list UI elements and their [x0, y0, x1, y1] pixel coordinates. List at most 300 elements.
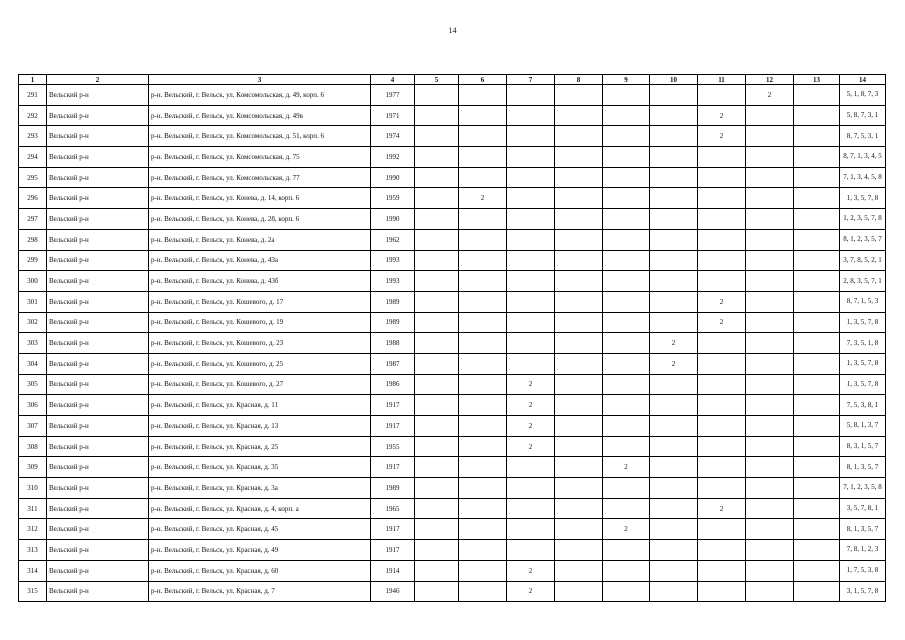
- col11-cell: [698, 540, 746, 561]
- district-cell: Вельский р-н: [47, 333, 149, 354]
- col11-cell: [698, 519, 746, 540]
- col12-cell: [746, 105, 794, 126]
- col13-cell: [794, 416, 840, 437]
- col7-cell: [507, 353, 555, 374]
- row-number: 303: [19, 333, 47, 354]
- col9-cell: [603, 105, 650, 126]
- table-row: [19, 478, 886, 499]
- district-cell: Вельский р-н: [47, 126, 149, 147]
- order-cell: 8, 1, 3, 5, 7: [840, 457, 886, 478]
- year-cell: 1988: [371, 333, 415, 354]
- col5-cell: [415, 250, 459, 271]
- col10-cell: [650, 581, 698, 602]
- district-cell: Вельский р-н: [47, 498, 149, 519]
- col8-cell: [555, 250, 603, 271]
- table-row: [19, 540, 886, 561]
- col12-cell: [746, 353, 794, 374]
- column-header-10: 10: [650, 75, 698, 85]
- col11-cell: [698, 250, 746, 271]
- col12-cell: [746, 395, 794, 416]
- table-row: [19, 167, 886, 188]
- row-number: 296: [19, 188, 47, 209]
- district-cell: Вельский р-н: [47, 229, 149, 250]
- order-cell: 7, 8, 1, 2, 3: [840, 540, 886, 561]
- col8-cell: [555, 188, 603, 209]
- column-header-13: 13: [794, 75, 840, 85]
- address-cell: р-н. Вельский, г. Вельск, ул. Красная, д. 49: [149, 540, 371, 561]
- address-cell: р-н. Вельский, г. Вельск, ул. Кошевого, д. 27: [149, 374, 371, 395]
- col8-cell: [555, 312, 603, 333]
- year-cell: 1962: [371, 229, 415, 250]
- address-cell: р-н. Вельский, г. Вельск, ул. Красная, д. 4, корп. а: [149, 498, 371, 519]
- year-cell: 1917: [371, 416, 415, 437]
- col7-cell: [507, 333, 555, 354]
- year-cell: 1989: [371, 478, 415, 499]
- col5-cell: [415, 271, 459, 292]
- col8-cell: [555, 498, 603, 519]
- col5-cell: [415, 498, 459, 519]
- row-number: 291: [19, 85, 47, 106]
- address-cell: р-н. Вельский, г. Вельск, ул. Кошевого, д. 17: [149, 291, 371, 312]
- row-number: 309: [19, 457, 47, 478]
- col11-cell: [698, 147, 746, 168]
- row-number: 313: [19, 540, 47, 561]
- table-row: [19, 353, 886, 374]
- order-cell: 2, 8, 3, 5, 7, 1: [840, 271, 886, 292]
- col11-cell: [698, 395, 746, 416]
- row-number: 297: [19, 209, 47, 230]
- col13-cell: [794, 540, 840, 561]
- address-cell: р-н. Вельский, г. Вельск, ул. Комсомольская, д. 75: [149, 147, 371, 168]
- col7-cell: [507, 498, 555, 519]
- column-header-12: 12: [746, 75, 794, 85]
- order-cell: 3, 5, 7, 8, 1: [840, 498, 886, 519]
- col7-cell: [507, 250, 555, 271]
- district-cell: Вельский р-н: [47, 85, 149, 106]
- col6-cell: [459, 147, 507, 168]
- col7-cell: [507, 147, 555, 168]
- col9-cell: [603, 209, 650, 230]
- col12-cell: [746, 312, 794, 333]
- table-row: [19, 519, 886, 540]
- col5-cell: [415, 333, 459, 354]
- col8-cell: [555, 167, 603, 188]
- col8-cell: [555, 85, 603, 106]
- col5-cell: [415, 560, 459, 581]
- col9-cell: [603, 478, 650, 499]
- col8-cell: [555, 478, 603, 499]
- col12-cell: [746, 436, 794, 457]
- row-number: 311: [19, 498, 47, 519]
- col10-cell: [650, 209, 698, 230]
- district-cell: Вельский р-н: [47, 291, 149, 312]
- col10-cell: [650, 478, 698, 499]
- row-number: 305: [19, 374, 47, 395]
- col11-cell: 2: [698, 291, 746, 312]
- col11-cell: [698, 560, 746, 581]
- row-number: 315: [19, 581, 47, 602]
- col7-cell: [507, 312, 555, 333]
- col5-cell: [415, 478, 459, 499]
- col8-cell: [555, 105, 603, 126]
- col8-cell: [555, 126, 603, 147]
- row-number: 314: [19, 560, 47, 581]
- order-cell: 1, 7, 5, 3, 8: [840, 560, 886, 581]
- col10-cell: [650, 519, 698, 540]
- col6-cell: 2: [459, 188, 507, 209]
- year-cell: 1987: [371, 353, 415, 374]
- year-cell: 1917: [371, 519, 415, 540]
- year-cell: 1917: [371, 395, 415, 416]
- col12-cell: [746, 374, 794, 395]
- address-cell: р-н. Вельский, г. Вельск, ул. Кошевого, д. 19: [149, 312, 371, 333]
- col5-cell: [415, 374, 459, 395]
- col5-cell: [415, 167, 459, 188]
- year-cell: 1989: [371, 312, 415, 333]
- address-cell: р-н. Вельский, г. Вельск, ул. Конева, д. 43б: [149, 271, 371, 292]
- col11-cell: [698, 271, 746, 292]
- table-row: [19, 312, 886, 333]
- row-number: 299: [19, 250, 47, 271]
- year-cell: 1993: [371, 250, 415, 271]
- row-number: 295: [19, 167, 47, 188]
- col6-cell: [459, 581, 507, 602]
- order-cell: 8, 7, 5, 3, 1: [840, 126, 886, 147]
- col12-cell: [746, 271, 794, 292]
- district-cell: Вельский р-н: [47, 105, 149, 126]
- col10-cell: [650, 457, 698, 478]
- district-cell: Вельский р-н: [47, 457, 149, 478]
- order-cell: 1, 2, 3, 5, 7, 8: [840, 209, 886, 230]
- col6-cell: [459, 374, 507, 395]
- col11-cell: [698, 209, 746, 230]
- district-cell: Вельский р-н: [47, 188, 149, 209]
- column-header-11: 11: [698, 75, 746, 85]
- col10-cell: [650, 560, 698, 581]
- address-cell: р-н. Вельский, г. Вельск, ул. Комсомольская, д. 77: [149, 167, 371, 188]
- col7-cell: [507, 457, 555, 478]
- col9-cell: [603, 416, 650, 437]
- order-cell: 8, 1, 2, 3, 5, 7: [840, 229, 886, 250]
- order-cell: 3, 7, 8, 5, 2, 1: [840, 250, 886, 271]
- col5-cell: [415, 85, 459, 106]
- col6-cell: [459, 229, 507, 250]
- col12-cell: [746, 209, 794, 230]
- col13-cell: [794, 395, 840, 416]
- col9-cell: [603, 498, 650, 519]
- col11-cell: [698, 478, 746, 499]
- district-cell: Вельский р-н: [47, 416, 149, 437]
- col12-cell: [746, 478, 794, 499]
- col13-cell: [794, 250, 840, 271]
- year-cell: 1986: [371, 374, 415, 395]
- col6-cell: [459, 395, 507, 416]
- order-cell: 5, 1, 8, 7, 3: [840, 85, 886, 106]
- col10-cell: [650, 229, 698, 250]
- col8-cell: [555, 209, 603, 230]
- col12-cell: 2: [746, 85, 794, 106]
- district-cell: Вельский р-н: [47, 147, 149, 168]
- col12-cell: [746, 581, 794, 602]
- col5-cell: [415, 105, 459, 126]
- col10-cell: [650, 312, 698, 333]
- col9-cell: [603, 312, 650, 333]
- column-header-5: 5: [415, 75, 459, 85]
- column-header-9: 9: [603, 75, 650, 85]
- address-cell: р-н. Вельский, г. Вельск, ул. Красная, д. 13: [149, 416, 371, 437]
- table-row: [19, 457, 886, 478]
- column-header-2: 2: [47, 75, 149, 85]
- year-cell: 1990: [371, 167, 415, 188]
- row-number: 307: [19, 416, 47, 437]
- table-row: [19, 416, 886, 437]
- col13-cell: [794, 167, 840, 188]
- year-cell: 1971: [371, 105, 415, 126]
- col7-cell: 2: [507, 581, 555, 602]
- year-cell: 1992: [371, 147, 415, 168]
- col12-cell: [746, 147, 794, 168]
- col13-cell: [794, 478, 840, 499]
- table-row: [19, 333, 886, 354]
- row-number: 293: [19, 126, 47, 147]
- table-row: [19, 229, 886, 250]
- col11-cell: 2: [698, 312, 746, 333]
- col7-cell: [507, 291, 555, 312]
- row-number: 308: [19, 436, 47, 457]
- col7-cell: [507, 540, 555, 561]
- col9-cell: [603, 395, 650, 416]
- table-row: [19, 374, 886, 395]
- col5-cell: [415, 209, 459, 230]
- order-cell: 1, 3, 5, 7, 8: [840, 188, 886, 209]
- table-body: [19, 85, 886, 602]
- table-row: [19, 395, 886, 416]
- col7-cell: 2: [507, 560, 555, 581]
- col10-cell: [650, 271, 698, 292]
- table-row: [19, 85, 886, 106]
- district-cell: Вельский р-н: [47, 250, 149, 271]
- col5-cell: [415, 188, 459, 209]
- col8-cell: [555, 560, 603, 581]
- col9-cell: [603, 167, 650, 188]
- order-cell: 8, 3, 1, 5, 7: [840, 436, 886, 457]
- address-cell: р-н. Вельский, г. Вельск, ул. Комсомольская, д. 51, корп. 6: [149, 126, 371, 147]
- col9-cell: [603, 250, 650, 271]
- col10-cell: [650, 126, 698, 147]
- col12-cell: [746, 333, 794, 354]
- col8-cell: [555, 353, 603, 374]
- col6-cell: [459, 291, 507, 312]
- col11-cell: [698, 581, 746, 602]
- col12-cell: [746, 126, 794, 147]
- column-header-4: 4: [371, 75, 415, 85]
- year-cell: 1989: [371, 291, 415, 312]
- col6-cell: [459, 250, 507, 271]
- row-number: 304: [19, 353, 47, 374]
- col8-cell: [555, 436, 603, 457]
- col11-cell: [698, 436, 746, 457]
- address-cell: р-н. Вельский, г. Вельск, ул. Красная, д. 45: [149, 519, 371, 540]
- col5-cell: [415, 395, 459, 416]
- col7-cell: [507, 167, 555, 188]
- col10-cell: 2: [650, 333, 698, 354]
- col7-cell: [507, 478, 555, 499]
- col11-cell: [698, 353, 746, 374]
- district-cell: Вельский р-н: [47, 581, 149, 602]
- col13-cell: [794, 209, 840, 230]
- col7-cell: 2: [507, 395, 555, 416]
- year-cell: 1993: [371, 271, 415, 292]
- table-row: [19, 498, 886, 519]
- col8-cell: [555, 395, 603, 416]
- col6-cell: [459, 271, 507, 292]
- col9-cell: [603, 147, 650, 168]
- col6-cell: [459, 416, 507, 437]
- address-cell: р-н. Вельский, г. Вельск, ул. Красная, д. 11: [149, 395, 371, 416]
- col8-cell: [555, 333, 603, 354]
- col9-cell: [603, 188, 650, 209]
- district-cell: Вельский р-н: [47, 374, 149, 395]
- order-cell: 5, 8, 1, 3, 7: [840, 416, 886, 437]
- table-row: [19, 188, 886, 209]
- col11-cell: [698, 229, 746, 250]
- table-row: [19, 126, 886, 147]
- district-cell: Вельский р-н: [47, 353, 149, 374]
- col6-cell: [459, 85, 507, 106]
- col9-cell: [603, 229, 650, 250]
- col6-cell: [459, 457, 507, 478]
- col13-cell: [794, 457, 840, 478]
- row-number: 306: [19, 395, 47, 416]
- col9-cell: [603, 436, 650, 457]
- table-row: [19, 147, 886, 168]
- col5-cell: [415, 229, 459, 250]
- col6-cell: [459, 209, 507, 230]
- district-cell: Вельский р-н: [47, 395, 149, 416]
- row-number: 302: [19, 312, 47, 333]
- col5-cell: [415, 353, 459, 374]
- col10-cell: [650, 167, 698, 188]
- col7-cell: [507, 126, 555, 147]
- col8-cell: [555, 229, 603, 250]
- year-cell: 1990: [371, 209, 415, 230]
- row-number: 298: [19, 229, 47, 250]
- column-header-1: 1: [19, 75, 47, 85]
- col12-cell: [746, 416, 794, 437]
- col11-cell: [698, 188, 746, 209]
- col7-cell: [507, 188, 555, 209]
- district-cell: Вельский р-н: [47, 312, 149, 333]
- order-cell: 7, 1, 3, 4, 5, 8: [840, 167, 886, 188]
- district-cell: Вельский р-н: [47, 167, 149, 188]
- col6-cell: [459, 519, 507, 540]
- row-number: 300: [19, 271, 47, 292]
- col8-cell: [555, 147, 603, 168]
- col13-cell: [794, 147, 840, 168]
- address-cell: р-н. Вельский, г. Вельск, ул. Красная, д. 60: [149, 560, 371, 581]
- col13-cell: [794, 126, 840, 147]
- col5-cell: [415, 540, 459, 561]
- col5-cell: [415, 291, 459, 312]
- address-cell: р-н. Вельский, г. Вельск, ул. Конева, д. 28, корп. 6: [149, 209, 371, 230]
- col10-cell: 2: [650, 353, 698, 374]
- col7-cell: [507, 229, 555, 250]
- col12-cell: [746, 167, 794, 188]
- col13-cell: [794, 519, 840, 540]
- order-cell: 5, 8, 7, 3, 1: [840, 105, 886, 126]
- col7-cell: [507, 85, 555, 106]
- row-number: 292: [19, 105, 47, 126]
- col13-cell: [794, 436, 840, 457]
- address-cell: р-н. Вельский, г. Вельск, ул. Красная, д. 35: [149, 457, 371, 478]
- col11-cell: [698, 457, 746, 478]
- col13-cell: [794, 271, 840, 292]
- col7-cell: [507, 519, 555, 540]
- col9-cell: [603, 85, 650, 106]
- district-cell: Вельский р-н: [47, 209, 149, 230]
- col8-cell: [555, 416, 603, 437]
- column-header-14: 14: [840, 75, 886, 85]
- housing-table: [18, 74, 886, 602]
- col6-cell: [459, 167, 507, 188]
- col9-cell: [603, 333, 650, 354]
- col12-cell: [746, 291, 794, 312]
- col5-cell: [415, 519, 459, 540]
- year-cell: 1977: [371, 85, 415, 106]
- col8-cell: [555, 457, 603, 478]
- order-cell: 7, 3, 5, 1, 8: [840, 333, 886, 354]
- col8-cell: [555, 581, 603, 602]
- col10-cell: [650, 105, 698, 126]
- col6-cell: [459, 105, 507, 126]
- col10-cell: [650, 436, 698, 457]
- address-cell: р-н. Вельский, г. Вельск, ул. Кошевого, д. 25: [149, 353, 371, 374]
- col11-cell: [698, 167, 746, 188]
- col11-cell: [698, 333, 746, 354]
- district-cell: Вельский р-н: [47, 540, 149, 561]
- address-cell: р-н. Вельский, г. Вельск, ул. Красная, д. 25: [149, 436, 371, 457]
- header-row: [19, 75, 886, 85]
- col6-cell: [459, 126, 507, 147]
- year-cell: 1955: [371, 436, 415, 457]
- district-cell: Вельский р-н: [47, 478, 149, 499]
- col11-cell: [698, 416, 746, 437]
- col6-cell: [459, 436, 507, 457]
- col5-cell: [415, 312, 459, 333]
- year-cell: 1959: [371, 188, 415, 209]
- col12-cell: [746, 229, 794, 250]
- col13-cell: [794, 188, 840, 209]
- year-cell: 1946: [371, 581, 415, 602]
- col6-cell: [459, 540, 507, 561]
- address-cell: р-н. Вельский, г. Вельск, ул. Конева, д. 14, корп. 6: [149, 188, 371, 209]
- col9-cell: [603, 560, 650, 581]
- order-cell: 1, 3, 5, 7, 8: [840, 374, 886, 395]
- col12-cell: [746, 188, 794, 209]
- col8-cell: [555, 291, 603, 312]
- col13-cell: [794, 105, 840, 126]
- col13-cell: [794, 85, 840, 106]
- col10-cell: [650, 250, 698, 271]
- col6-cell: [459, 333, 507, 354]
- col9-cell: [603, 540, 650, 561]
- order-cell: 8, 7, 1, 3, 4, 5: [840, 147, 886, 168]
- col9-cell: [603, 353, 650, 374]
- year-cell: 1917: [371, 457, 415, 478]
- col10-cell: [650, 416, 698, 437]
- column-header-7: 7: [507, 75, 555, 85]
- col9-cell: [603, 374, 650, 395]
